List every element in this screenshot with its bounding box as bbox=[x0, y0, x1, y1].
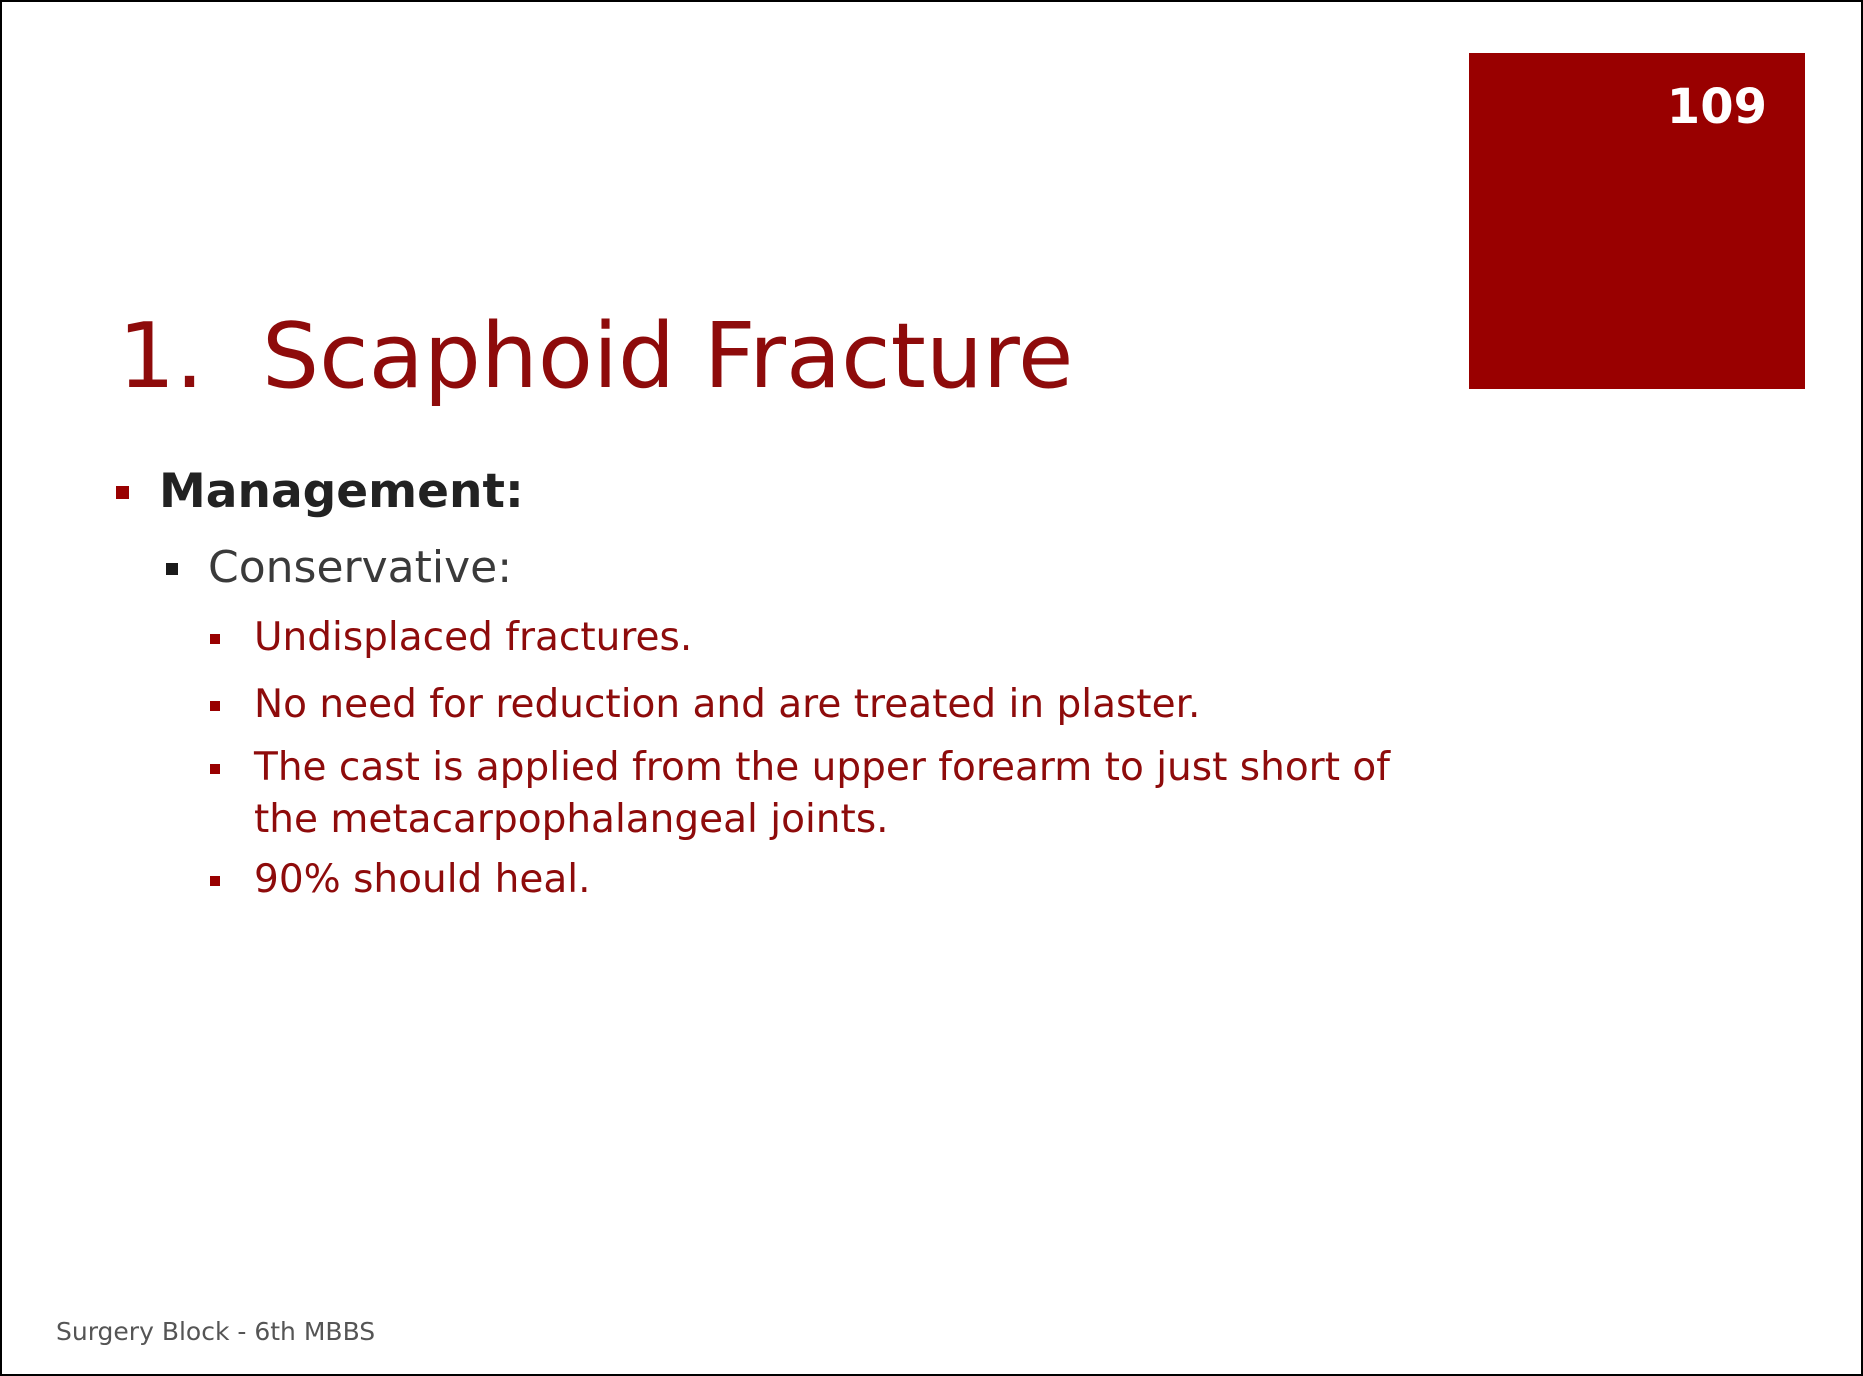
title-number: 1. bbox=[118, 304, 204, 409]
list-item bbox=[210, 612, 1464, 664]
slide-footer: Surgery Block - 6th MBBS bbox=[56, 1317, 376, 1346]
bullet-square-icon bbox=[210, 701, 220, 711]
slide-title bbox=[118, 302, 1073, 412]
list-item bbox=[210, 854, 1464, 906]
bullet-square-icon bbox=[210, 876, 220, 886]
bullet-square-icon bbox=[116, 486, 129, 499]
bullet-square-icon bbox=[210, 634, 220, 644]
bullet-square-icon bbox=[166, 563, 178, 575]
slide-number: 109 bbox=[1666, 79, 1767, 135]
bullet-conservative bbox=[166, 538, 512, 598]
slide-number-box bbox=[1469, 53, 1805, 389]
bullet-management bbox=[116, 462, 524, 522]
list-item-text: Undisplaced fractures. bbox=[254, 615, 693, 660]
list-item bbox=[210, 679, 1464, 731]
list-item-text: 90% should heal. bbox=[254, 857, 591, 902]
title-text: Scaphoid Fracture bbox=[262, 304, 1074, 409]
list-item-text: No need for reduction and are treated in plaster. bbox=[254, 682, 1201, 727]
bullet-square-icon bbox=[210, 764, 220, 774]
list-item-text: The cast is applied from the upper forearm to just short of the metacarpophalangeal joints. bbox=[254, 745, 1390, 842]
bullet-text: Conservative: bbox=[208, 542, 513, 593]
slide bbox=[2, 2, 1861, 1374]
bullet-text: Management: bbox=[159, 464, 524, 519]
list-item bbox=[210, 742, 1464, 846]
